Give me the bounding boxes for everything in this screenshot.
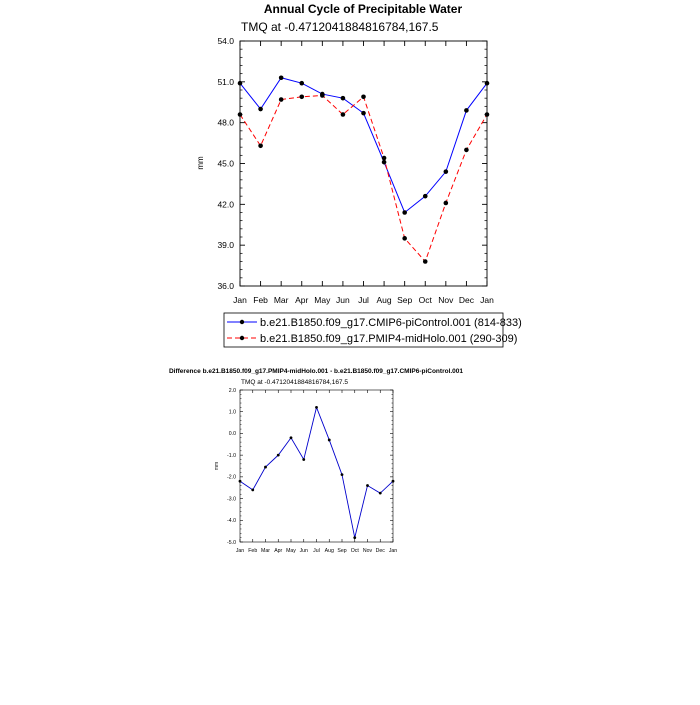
chart1-series-1-point [382, 156, 387, 161]
chart1-legend [224, 313, 522, 347]
chart1-series-0-point [382, 160, 387, 165]
chart1-series-0-point [485, 81, 490, 86]
chart1-series-1-point [485, 112, 490, 117]
chart1-xtick-label: Mar [273, 295, 289, 305]
chart2-series-0-point [239, 480, 242, 483]
chart1-series-1-point [423, 259, 428, 264]
chart2-series-0-point [315, 406, 318, 409]
chart2-ytick-label: -4.0 [227, 518, 236, 525]
chart2-series-0-point [264, 466, 267, 469]
chart1-series-1-point [299, 95, 304, 100]
chart1-xtick-label: Apr [295, 295, 309, 305]
chart2-series-0-point [302, 458, 305, 461]
chart1-series-1-point [238, 112, 243, 117]
chart2-series-0-point [366, 484, 369, 487]
chart1-ylabel: mm [196, 156, 205, 170]
chart2-xtick-label: Jul [313, 548, 320, 554]
chart2-ytick-label: -5.0 [227, 539, 236, 546]
chart2-ytick-label: 2.0 [228, 387, 236, 394]
chart1-series-0-point [341, 96, 346, 101]
chart1-xtick-label: Oct [418, 295, 432, 305]
chart1-series-1-point [279, 97, 284, 102]
chart1-series-1-point [258, 144, 263, 149]
chart1-xtick-label: Dec [458, 295, 474, 305]
chart2-xtick-label: Sep [337, 548, 347, 554]
chart2-xtick-label: Feb [248, 548, 258, 554]
chart2-series-0-point [277, 454, 280, 457]
chart1-xtick-label: Nov [438, 295, 454, 305]
chart1-ytick-label: 51.0 [217, 76, 234, 87]
chart2-series-0-point [328, 439, 331, 442]
chart1-title: Annual Cycle of Precipitable Water [263, 2, 463, 16]
chart2-ytick-label: -3.0 [227, 496, 236, 503]
chart1-ytick-label: 42.0 [217, 199, 234, 210]
chart2-ytick-label: 1.0 [228, 409, 236, 416]
chart1-ytick-label: 36.0 [217, 280, 234, 291]
chart1-xtick-label: Feb [253, 295, 268, 305]
chart1-subtitle: TMQ at -0.4712041884816784,167.5 [241, 20, 439, 34]
chart2-frame [240, 390, 393, 542]
chart2-series-0-point [379, 492, 382, 495]
chart1-xtick-label: Jun [336, 295, 350, 305]
chart1-xtick-label: Aug [376, 295, 392, 305]
chart2-xtick-label: Nov [362, 548, 373, 554]
legend-marker-piControl [240, 320, 244, 324]
chart2-ytick-label: 0.0 [228, 431, 236, 438]
legend-label-piControl: b.e21.B1850.f09_g17.CMIP6-piControl.001 (814-833) [260, 317, 522, 329]
chart2-xtick-label: Oct [350, 548, 359, 554]
chart1-ytick-label: 48.0 [217, 117, 234, 128]
chart2-series-0-point [353, 536, 356, 539]
chart2-xtick-label: Aug [324, 548, 334, 554]
chart1-series-0-point [444, 169, 449, 174]
chart2-xtick-label: Mar [261, 548, 270, 554]
chart2-xtick-label: Apr [274, 548, 283, 554]
chart1-series-1-point [464, 148, 469, 153]
chart2-xtick-label: Dec [375, 548, 385, 554]
chart1-series-0-point [238, 81, 243, 86]
chart1-xtick-label: Jul [358, 295, 369, 305]
chart1-frame [240, 41, 487, 286]
chart2-series-0-line [240, 407, 393, 537]
chart2-xtick-label: Jun [299, 548, 308, 554]
chart1-xtick-label: May [314, 295, 331, 305]
chart2-ytick-label: -2.0 [227, 474, 236, 481]
chart1-series-1-point [444, 201, 449, 206]
chart1-series-1-point [320, 93, 325, 98]
chart1-series-0-point [258, 107, 263, 112]
chart1-xtick-label: Sep [397, 295, 413, 305]
chart1-ytick-label: 45.0 [217, 158, 234, 169]
chart2-xtick-label: May [286, 548, 296, 554]
chart1-series-0-point [402, 210, 407, 215]
chart2-series-0-point [251, 488, 254, 491]
chart2-xtick-label: Jan [235, 548, 245, 554]
chart2-series-0-point [290, 436, 293, 439]
chart1-ytick-label: 39.0 [217, 240, 234, 251]
chart1-series-0-point [299, 81, 304, 86]
chart1-xtick-label: Jan [480, 295, 494, 305]
chart1-series-0-point [361, 111, 366, 116]
chart1-series-1-point [361, 95, 366, 100]
chart2-xtick-label: Jan [388, 548, 398, 554]
chart2-title: Difference b.e21.B1850.f09_g17.PMIP4-midHolo.001 - b.e21.B1850.f09_g17.CMIP6-piControl.001 [168, 368, 464, 375]
chart1-series-0-point [464, 108, 469, 113]
chart1-series-0-point [423, 194, 428, 199]
chart1-series-0-point [279, 75, 284, 80]
chart2-ytick-label: -1.0 [227, 452, 236, 459]
chart1-series-1-point [341, 112, 346, 117]
legend-marker-midHolo [240, 336, 244, 340]
chart1-plot-area [217, 36, 494, 305]
chart1-series-1-line [240, 95, 487, 261]
chart2-series-0-point [392, 480, 395, 483]
chart1-xtick-label: Jan [233, 295, 247, 305]
chart1-series-1-point [402, 236, 407, 241]
chart1-ytick-label: 54.0 [217, 35, 234, 46]
chart2-plot-area [227, 388, 397, 554]
chart2-subtitle: TMQ at -0.4712041884816784,167.5 [241, 379, 348, 386]
chart2-ylabel: mm [214, 461, 220, 471]
chart2-series-0-point [341, 473, 344, 476]
legend-label-midHolo: b.e21.B1850.f09_g17.PMIP4-midHolo.001 (290-309) [260, 333, 518, 345]
